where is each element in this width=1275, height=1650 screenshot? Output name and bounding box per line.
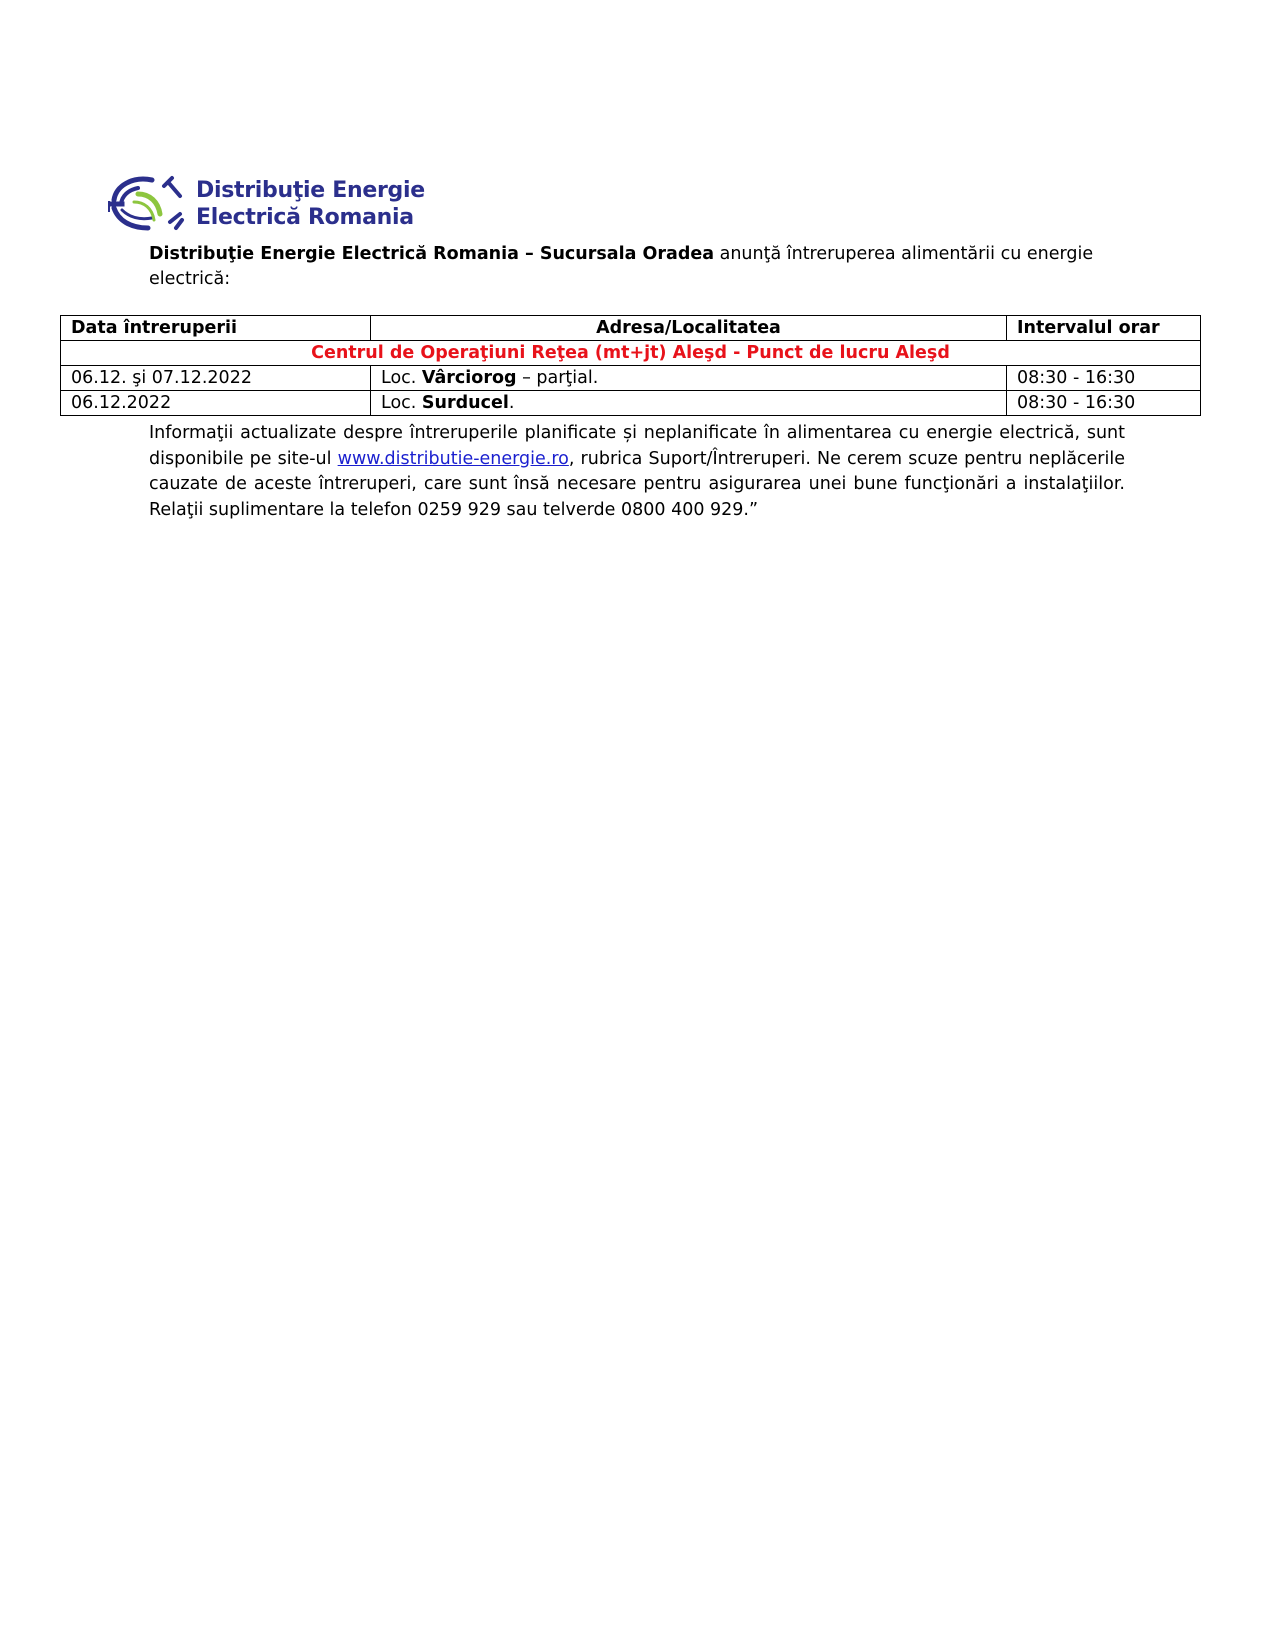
outage-table	[60, 315, 1201, 416]
row-address-prefix: Loc.	[381, 392, 422, 413]
website-link[interactable]: www.distributie-energie.ro	[337, 448, 569, 469]
intro-text: anunţă întreruperea alimentării cu energie electrică:	[149, 244, 1094, 289]
row-address	[371, 366, 1007, 391]
row-interval: 08:30 - 16:30	[1007, 366, 1201, 391]
header-interval: Intervalul orar	[1007, 316, 1201, 341]
row-date: 06.12. şi 07.12.2022	[61, 366, 371, 391]
row-address-suffix: .	[508, 392, 515, 413]
logo-line-1: Distribuţie Energie	[196, 178, 425, 203]
row-locality: Surducel	[421, 392, 509, 413]
logo-wordmark	[196, 177, 425, 231]
intro-paragraph	[149, 242, 1109, 292]
row-date: 06.12.2022	[61, 391, 371, 416]
logo-line-2: Electrică Romania	[196, 205, 414, 230]
section-title: Centrul de Operaţiuni Reţea (mt+jt) Aleşd - Punct de lucru Aleşd	[61, 341, 1201, 366]
footer-paragraph	[149, 421, 1125, 523]
table-header-row	[61, 316, 1201, 341]
row-interval: 08:30 - 16:30	[1007, 391, 1201, 416]
company-logo	[108, 172, 438, 234]
row-address-prefix: Loc.	[381, 367, 422, 388]
header-date: Data întreruperii	[61, 316, 371, 341]
table-row	[61, 366, 1201, 391]
row-address-suffix: – parţial.	[516, 367, 599, 388]
row-locality: Vârciorog	[421, 367, 517, 388]
row-address	[371, 391, 1007, 416]
table-section-row	[61, 341, 1201, 366]
footer-text-after-link: , rubrica Suport/Întreruperi. Ne cerem scuze pentru neplăcerile cauzate de aceste întreruperi, care sunt însă necesare pentru asigurarea unei bune funcţionări a instalaţiilor. Relaţii suplimentare la telefon 0259 929 sau telverde 0800 400 929.”	[149, 448, 1125, 520]
intro-company: Distribuţie Energie Electrică Romania – Sucursala Oradea	[149, 244, 715, 264]
logo-emblem-icon	[108, 172, 188, 234]
header-address: Adresa/Localitatea	[371, 316, 1007, 341]
footer-text-before-link: Informaţii actualizate despre întreruperile planificate și neplanificate în alimentarea cu energie electrică, sunt disponibile pe site-ul	[149, 423, 1125, 469]
table-row	[61, 391, 1201, 416]
